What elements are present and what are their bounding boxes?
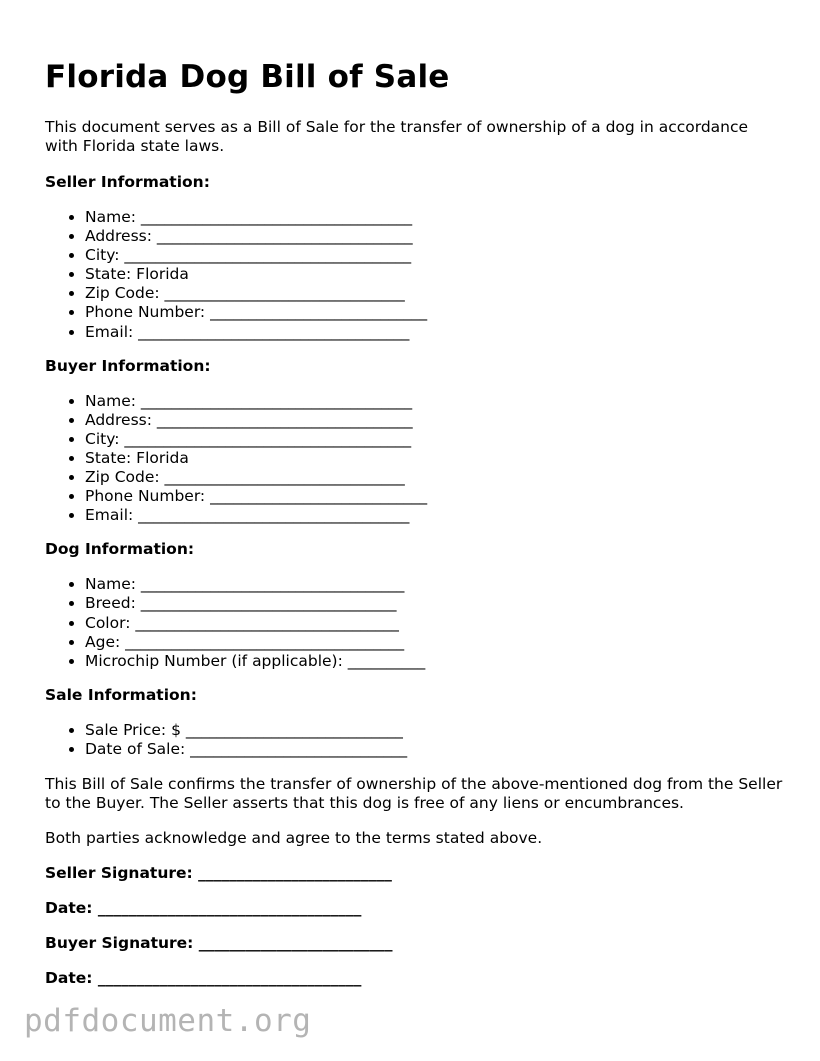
buyer-name-field: • Name: ___________________________________ [85, 392, 785, 411]
seller-signature-line: Seller Signature: _________________________ [45, 863, 392, 882]
buyer-section-heading: Buyer Information: [45, 356, 211, 375]
sale-date-field: • Date of Sale: ____________________________ [85, 740, 785, 759]
seller-city-field: • City: _____________________________________ [85, 246, 785, 265]
seller-name-field: • Name: ___________________________________ [85, 208, 785, 227]
dog-fields-list [45, 575, 785, 670]
buyer-address-field: • Address: _________________________________ [85, 411, 785, 430]
buyer-zip-field: • Zip Code: _______________________________ [85, 468, 785, 487]
seller-date-line: Date: __________________________________ [45, 898, 362, 917]
seller-state-field: • State: Florida [85, 265, 785, 284]
sale-price-field: • Sale Price: $ ____________________________ [85, 721, 785, 740]
buyer-city-field: • City: _____________________________________ [85, 430, 785, 449]
watermark-text: pdfdocument.org [24, 1003, 312, 1039]
seller-fields-list [45, 208, 785, 342]
dog-microchip-field: • Microchip Number (if applicable): __________ [85, 652, 785, 671]
dog-age-field: • Age: ____________________________________ [85, 633, 785, 652]
dog-section-heading: Dog Information: [45, 540, 195, 559]
dog-breed-field: • Breed: _________________________________ [85, 594, 785, 613]
buyer-phone-field: • Phone Number: ____________________________ [85, 487, 785, 506]
seller-section-heading: Seller Information: [45, 173, 210, 191]
buyer-date-line: Date: __________________________________ [45, 968, 362, 987]
buyer-email-field: • Email: ___________________________________ [85, 506, 785, 525]
intro-paragraph: This document serves as a Bill of Sale for the transfer of ownership of a dog in accordance with Florida state laws. [45, 118, 749, 155]
seller-email-field: • Email: ___________________________________ [85, 323, 785, 342]
buyer-state-field: • State: Florida [85, 449, 785, 468]
sale-fields-list [45, 721, 785, 759]
buyer-fields-list [45, 392, 785, 526]
document-page [45, 56, 785, 988]
seller-zip-field: • Zip Code: _______________________________ [85, 284, 785, 303]
document-title: Florida Dog Bill of Sale [45, 59, 450, 95]
seller-phone-field: • Phone Number: ____________________________ [85, 303, 785, 322]
acknowledgement-paragraph: Both parties acknowledge and agree to the terms stated above. [45, 828, 543, 847]
confirmation-paragraph: This Bill of Sale confirms the transfer of ownership of the above-mentioned dog from the Seller to the Buyer. The Seller asserts that this dog is free of any liens or encumbrances. [45, 774, 783, 812]
sale-section-heading: Sale Information: [45, 685, 197, 704]
seller-address-field: • Address: _________________________________ [85, 227, 785, 246]
dog-name-field: • Name: __________________________________ [85, 575, 785, 594]
buyer-signature-line: Buyer Signature: _________________________ [45, 933, 393, 952]
dog-color-field: • Color: __________________________________ [85, 614, 785, 633]
